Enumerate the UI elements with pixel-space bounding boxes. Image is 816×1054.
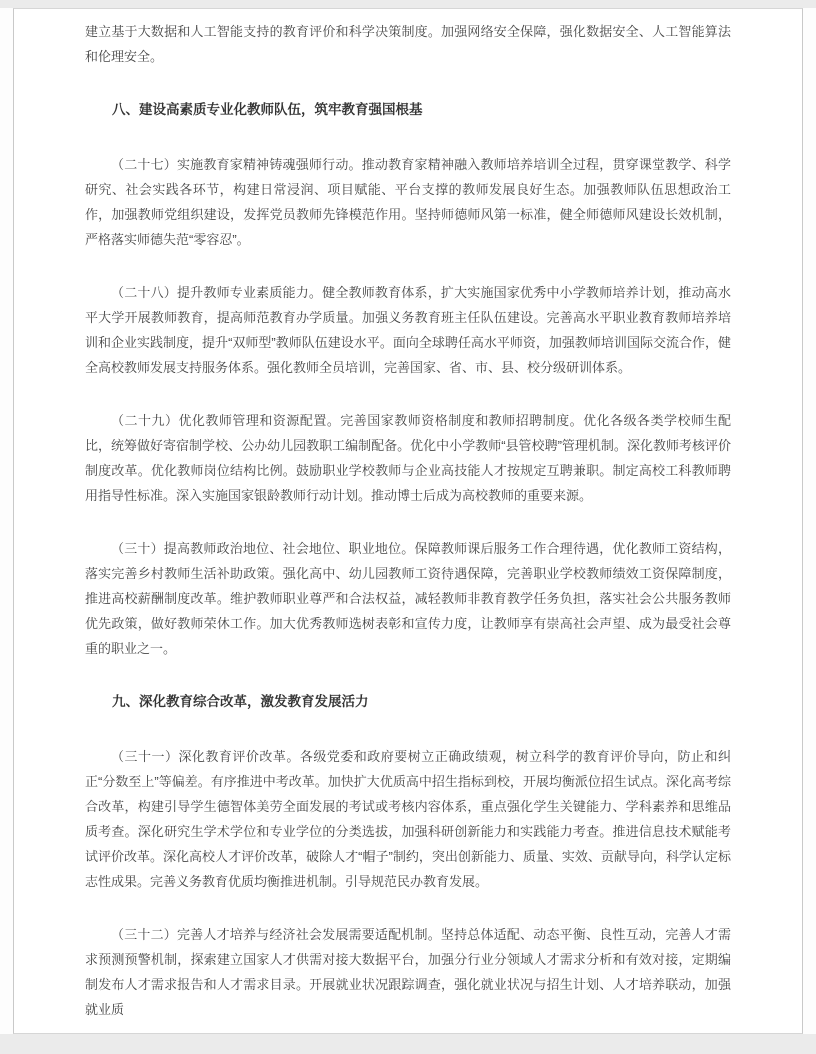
- paragraph-30: （三十）提高教师政治地位、社会地位、职业地位。保障教师课后服务工作合理待遇，优化教师工资结构，落实完善乡村教师生活补助政策。强化高中、幼儿园教师工资待遇保障，完善职业学校教师绩效工资保障制度，推进高校薪酬制度改革。维护教师职业尊严和合法权益，减轻教师非教育教学任务负担，落实社会公共服务教师优先政策，做好教师荣休工作。加大优秀教师选树表彰和宣传力度，让教师享有崇高社会声望、成为最受社会尊重的职业之一。: [85, 541, 731, 656]
- paragraph-continued-from-previous-page: 建立基于大数据和人工智能支持的教育评价和科学决策制度。加强网络安全保障，强化数据安全、人工智能算法和伦理安全。: [85, 24, 731, 64]
- section-heading-9: 九、深化教育综合改革，激发教育发展活力: [112, 694, 369, 709]
- paragraph-29: （二十九）优化教师管理和资源配置。完善国家教师资格制度和教师招聘制度。优化各级各类学校师生配比，统筹做好寄宿制学校、公办幼儿园教职工编制配备。优化中小学教师“县管校聘”管理机制。深化教师考核评价制度改革。优化教师岗位结构比例。鼓励职业学校教师与企业高技能人才按规定互聘兼职。制定高校工科教师聘用指导性标准。深入实施国家银龄教师行动计划。推动博士后成为高校教师的重要来源。: [85, 413, 731, 503]
- paragraph-27: （二十七）实施教育家精神铸魂强师行动。推动教育家精神融入教师培养培训全过程，贯穿课堂教学、科学研究、社会实践各环节，构建日常浸润、项目赋能、平台支撑的教师发展良好生态。加强教师队伍思想政治工作，加强教师党组织建设，发挥党员教师先锋模范作用。坚持师德师风第一标准，健全师德师风建设长效机制，严格落实师德失范“零容忍”。: [85, 157, 731, 247]
- section-heading-8: 八、建设高素质专业化教师队伍，筑牢教育强国根基: [112, 102, 423, 117]
- paragraph-28: （二十八）提升教师专业素质能力。健全教师教育体系，扩大实施国家优秀中小学教师培养计划，推动高水平大学开展教师教育，提高师范教育办学质量。加强义务教育班主任队伍建设。完善高水平职业教育教师培养培训和企业实践制度，提升“双师型”教师队伍建设水平。面向全球聘任高水平师资，加强教师培训国际交流合作，健全高校教师发展支持服务体系。强化教师全员培训，完善国家、省、市、县、校分级研训体系。: [85, 285, 731, 375]
- page-top-gutter: [0, 0, 816, 8]
- page-bottom-gutter: [0, 1034, 816, 1054]
- paragraph-31: （三十一）深化教育评价改革。各级党委和政府要树立正确政绩观，树立科学的教育评价导向，防止和纠正“分数至上”等偏差。有序推进中考改革。加快扩大优质高中招生指标到校，开展均衡派位招生试点。深化高考综合改革，构建引导学生德智体美劳全面发展的考试或考核内容体系，重点强化学生关键能力、学科素养和思维品质考查。深化研究生学术学位和专业学位的分类选拔，加强科研创新能力和实践能力考查。推进信息技术赋能考试评价改革。深化高校人才评价改革，破除人才“帽子”制约，突出创新能力、质量、实效、贡献导向，科学认定标志性成果。完善义务教育优质均衡推进机制。引导规范民办教育发展。: [85, 749, 731, 889]
- document-page: [13, 8, 803, 1034]
- paragraph-32-truncated: （三十二）完善人才培养与经济社会发展需要适配机制。坚持总体适配、动态平衡、良性互动，完善人才需求预测预警机制，探索建立国家人才供需对接大数据平台，加强分行业分领域人才需求分析和有效对接，定期编制发布人才需求报告和人才需求目录。开展就业状况跟踪调查，强化就业状况与招生计划、人才培养联动，加强就业质: [85, 927, 731, 1017]
